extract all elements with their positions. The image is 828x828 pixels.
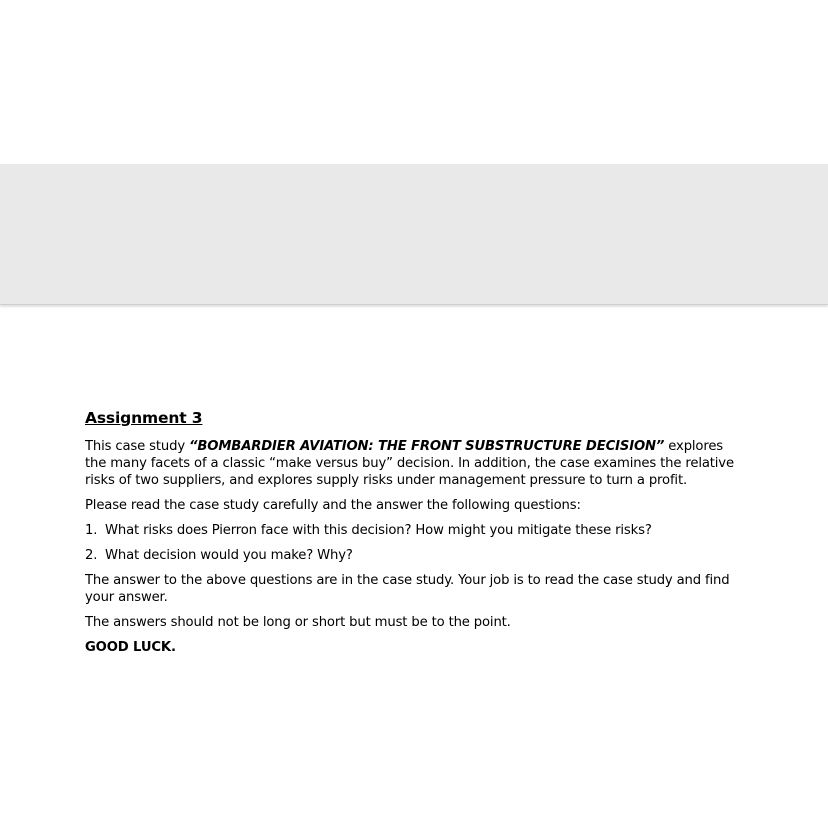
closing-text: GOOD LUCK. <box>85 640 176 655</box>
viewer-gray-band <box>0 164 828 305</box>
question-number: 1. <box>85 523 98 538</box>
question-item <box>85 547 745 564</box>
question-number: 2. <box>85 548 98 563</box>
length-note: The answers should not be long or short but must be to the point. <box>85 615 511 630</box>
question-list <box>85 522 745 564</box>
assignment-title: Assignment 3 <box>85 409 203 427</box>
intro-suffix: explores the many facets of a classic “make versus buy” decision. In addition, the case examines the relative risks of two suppliers, and explores supply risks under management pressure to turn a profit. <box>85 439 734 488</box>
intro-paragraph <box>85 438 745 489</box>
document-page <box>85 408 745 664</box>
question-text: What decision would you make? Why? <box>105 548 353 563</box>
intro-prefix: This case study <box>85 439 190 454</box>
question-item <box>85 522 745 539</box>
case-name: “BOMBARDIER AVIATION: THE FRONT SUBSTRUCTURE DECISION” <box>189 439 665 454</box>
question-text: What risks does Pierron face with this decision? How might you mitigate these risks? <box>105 523 652 538</box>
instruction-paragraph: Please read the case study carefully and the answer the following questions: <box>85 498 581 513</box>
answers-note: The answer to the above questions are in the case study. Your job is to read the case study and find your answer. <box>85 573 730 605</box>
